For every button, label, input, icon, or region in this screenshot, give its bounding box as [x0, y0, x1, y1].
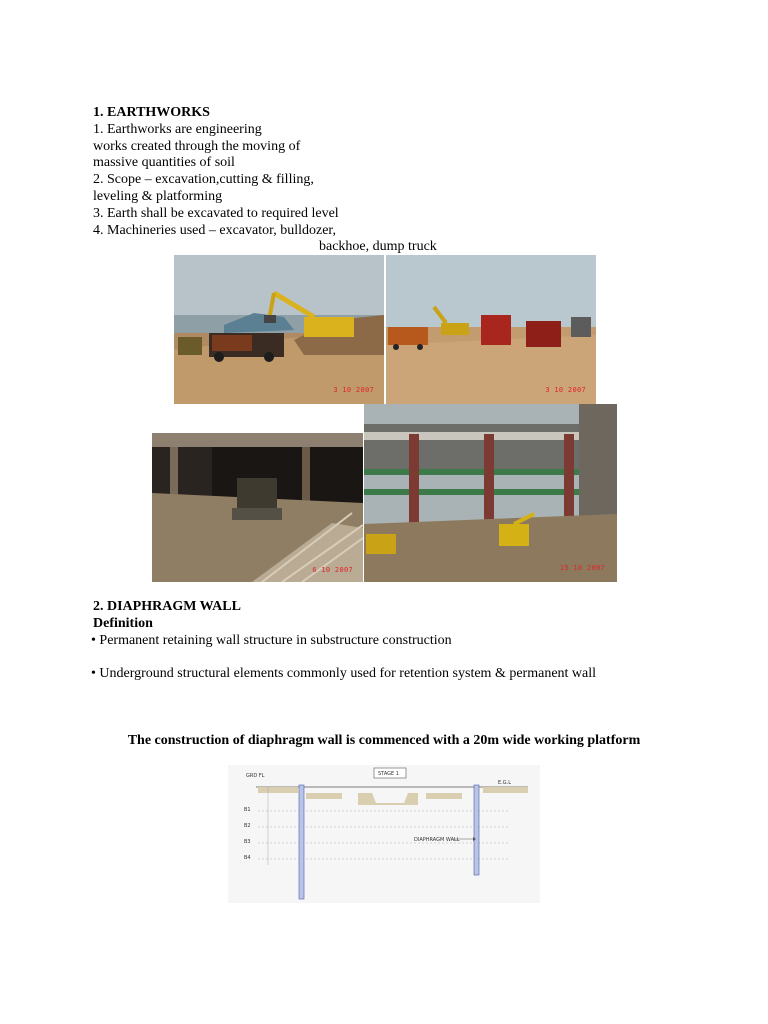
- bullet-text: Permanent retaining wall structure in substructure construction: [99, 633, 452, 648]
- text-line: 3. Earth shall be excavated to required level: [93, 206, 339, 221]
- text-line: 4. Machineries used – excavator, bulldozer,: [93, 223, 337, 238]
- level-label: B3: [244, 839, 251, 845]
- level-label: B4: [244, 855, 251, 861]
- text-line-continuation: backhoe, dump truck: [319, 239, 437, 254]
- definition-heading: Definition: [93, 616, 153, 631]
- diaphragm-wall-diagram: [228, 765, 540, 903]
- photo-date-stamp: 3 10 2007: [333, 386, 374, 394]
- wall-label: DIAPHRAGM WALL: [414, 837, 460, 843]
- photo-date-stamp: 6 10 2007: [312, 566, 353, 574]
- section-heading-earthworks: 1. EARTHWORKS: [93, 105, 210, 120]
- text-line: works created through the moving of: [93, 139, 301, 154]
- text-line: leveling & platforming: [93, 189, 223, 204]
- bullet-item: [91, 632, 452, 649]
- photo-excavation-site-2: [386, 255, 596, 404]
- photo-date-stamp: 3 10 2007: [545, 386, 586, 394]
- bullet-dot-icon: •: [91, 633, 96, 648]
- text-line: 2. Scope – excavation,cutting & filling,: [93, 172, 314, 187]
- photo-building-structure: [364, 404, 617, 582]
- text-line: 1. Earthworks are engineering: [93, 122, 262, 137]
- level-label: B2: [244, 823, 251, 829]
- photo-date-stamp: 15 10 2007: [559, 564, 605, 572]
- grd-fl-label: GRD FL: [246, 773, 265, 779]
- level-label: B1: [244, 807, 251, 813]
- text-line: massive quantities of soil: [93, 155, 235, 170]
- bullet-text: Underground structural elements commonly used for retention system & permanent wall: [99, 666, 597, 681]
- bullet-dot-icon: •: [91, 666, 96, 681]
- photo-bulldozer-basement: [152, 433, 363, 582]
- diagram-caption: The construction of diaphragm wall is commenced with a 20m wide working platform: [127, 733, 641, 748]
- section-heading-diaphragm-wall: 2. DIAPHRAGM WALL: [93, 599, 241, 614]
- bullet-item: [91, 665, 596, 682]
- photo-excavation-site-1: [174, 255, 384, 404]
- stage-label: STAGE 1: [378, 771, 399, 777]
- egl-label: E.G.L: [498, 780, 511, 786]
